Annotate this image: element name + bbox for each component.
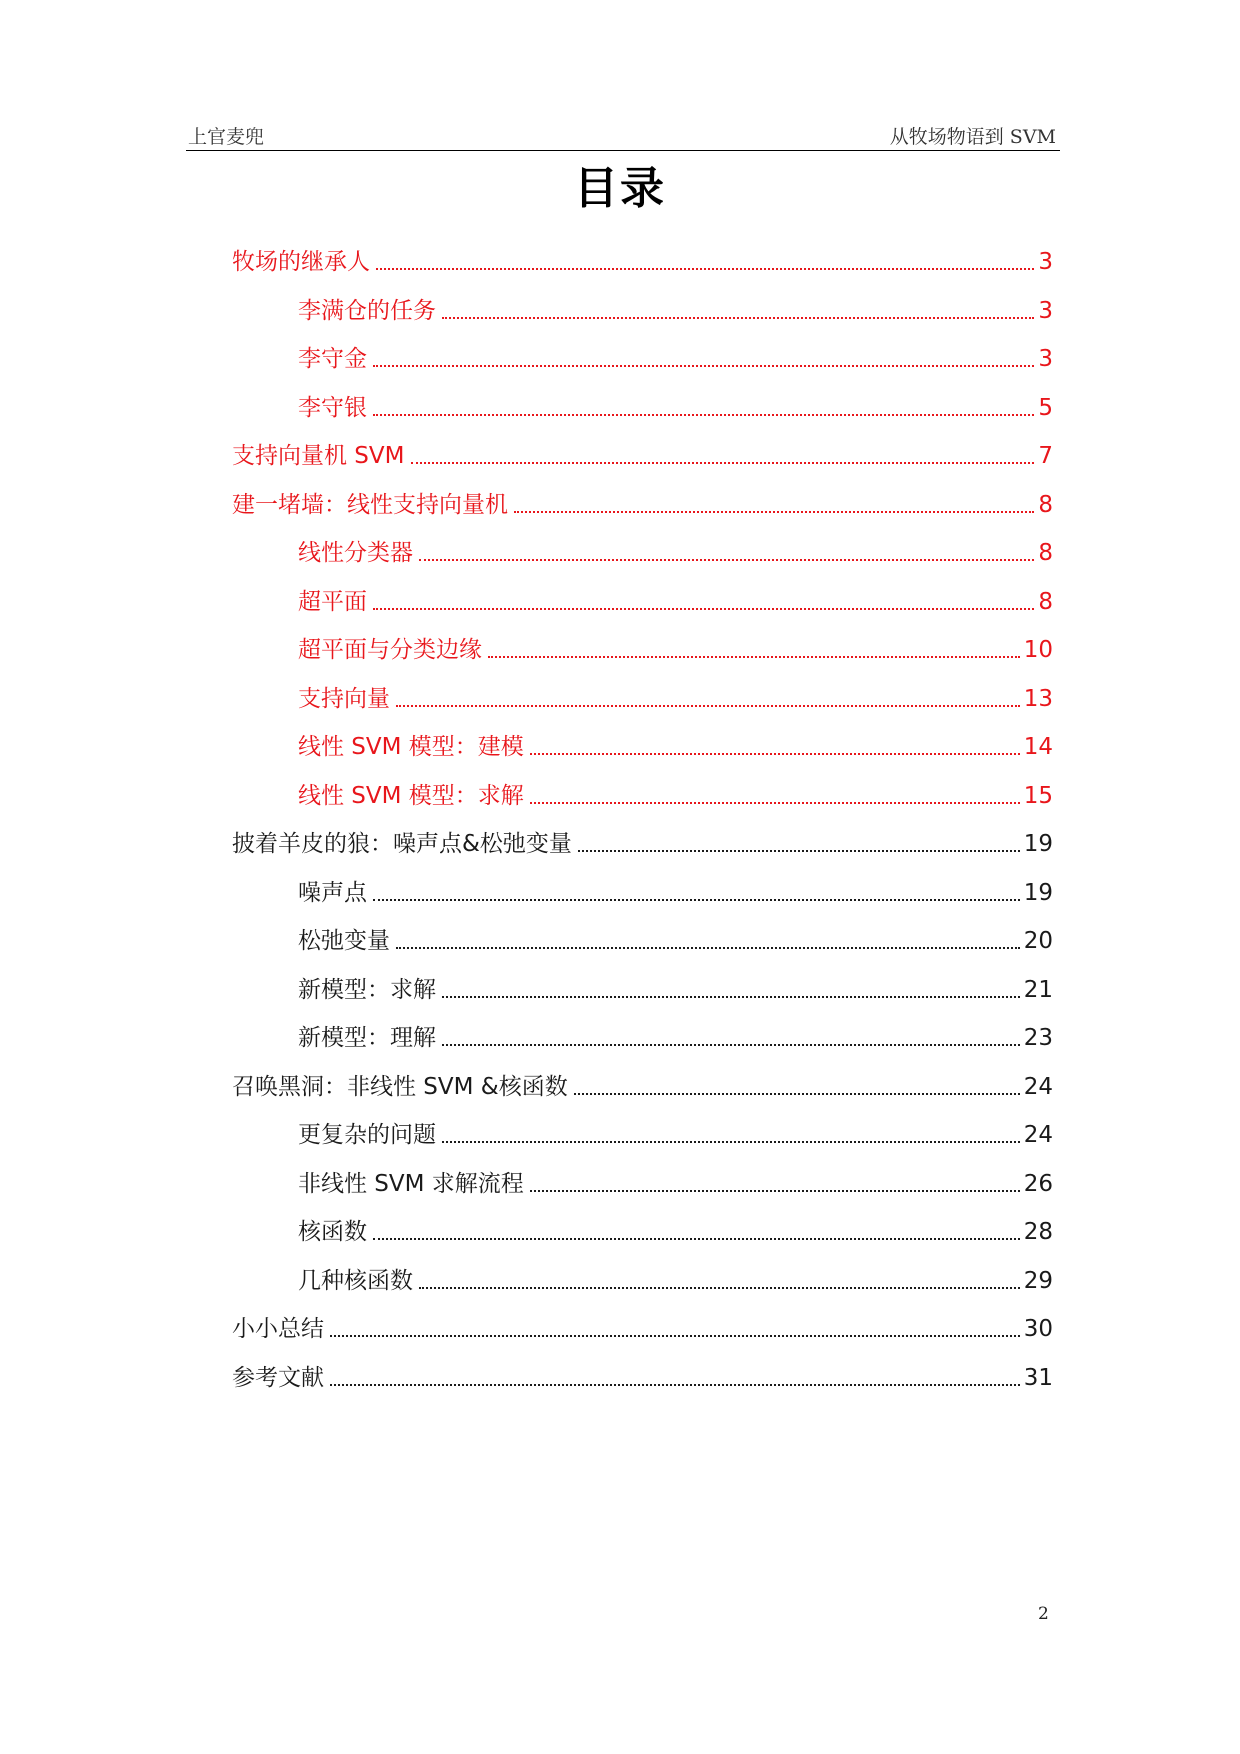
toc-entry-page-number: 28 bbox=[1023, 1219, 1053, 1245]
toc-entry-page-number: 26 bbox=[1023, 1170, 1053, 1197]
header-doc-title: 从牧场物语到 SVM bbox=[889, 126, 1056, 148]
toc-entry[interactable] bbox=[298, 537, 1053, 569]
toc-entry-page-number: 10 bbox=[1023, 637, 1053, 663]
toc-entry-label: 支持向量机 SVM bbox=[232, 443, 405, 469]
toc-entry-label: 新模型：求解 bbox=[298, 976, 436, 1003]
toc-entry-label: 建一堵墙：线性支持向量机 bbox=[232, 491, 508, 518]
toc-entry-page-number: 20 bbox=[1023, 928, 1053, 954]
toc-entry-label: 参考文献 bbox=[232, 1364, 324, 1391]
toc-entry-label: 披着羊皮的狼：噪声点&松弛变量 bbox=[232, 831, 572, 857]
toc-entry-label: 支持向量 bbox=[298, 685, 390, 712]
toc-entry[interactable] bbox=[298, 343, 1053, 375]
toc-title: 目录 bbox=[574, 163, 666, 214]
toc-entry[interactable] bbox=[298, 634, 1053, 666]
toc-dot-leader bbox=[376, 268, 1034, 270]
toc-dot-leader bbox=[530, 802, 1020, 804]
toc-entry-page-number: 23 bbox=[1023, 1025, 1053, 1051]
toc-entry-label: 超平面与分类边缘 bbox=[298, 637, 482, 663]
toc-entry-page-number: 3 bbox=[1038, 249, 1053, 275]
toc-entry-label: 李守金 bbox=[298, 346, 367, 372]
toc-dot-leader bbox=[330, 1384, 1020, 1386]
toc-entry-page-number: 8 bbox=[1038, 588, 1053, 615]
page-header bbox=[186, 120, 1060, 151]
toc-dot-leader bbox=[574, 1093, 1020, 1095]
toc-dot-leader bbox=[330, 1335, 1020, 1337]
toc-entry-label: 更复杂的问题 bbox=[298, 1122, 436, 1148]
toc-dot-leader bbox=[514, 511, 1034, 513]
toc-entry-page-number: 30 bbox=[1023, 1316, 1053, 1342]
toc-entry[interactable] bbox=[298, 925, 1053, 957]
toc-entry-label: 李守银 bbox=[298, 394, 367, 421]
toc-entry-label: 线性 SVM 模型：建模 bbox=[298, 734, 524, 760]
toc-entry-page-number: 8 bbox=[1038, 540, 1053, 566]
toc-dot-leader bbox=[442, 317, 1034, 319]
toc-entry[interactable] bbox=[298, 586, 1053, 618]
toc-entry[interactable] bbox=[232, 1313, 1053, 1345]
toc-entry[interactable] bbox=[298, 1216, 1053, 1248]
header-author: 上官麦兜 bbox=[188, 126, 265, 148]
toc-dot-leader bbox=[373, 414, 1034, 416]
toc-dot-leader bbox=[488, 656, 1020, 658]
toc-entry-label: 线性分类器 bbox=[298, 540, 413, 566]
toc-entry-label: 核函数 bbox=[298, 1219, 367, 1245]
toc-entry-page-number: 5 bbox=[1038, 394, 1053, 421]
toc-dot-leader bbox=[442, 1044, 1020, 1046]
toc-entry-label: 线性 SVM 模型：求解 bbox=[298, 782, 524, 809]
toc-dot-leader bbox=[442, 1141, 1020, 1143]
toc-entry[interactable] bbox=[298, 1119, 1053, 1151]
toc-entry-label: 超平面 bbox=[298, 588, 367, 615]
toc-dot-leader bbox=[578, 850, 1020, 852]
toc-entry[interactable] bbox=[232, 489, 1053, 521]
toc-entry[interactable] bbox=[298, 295, 1053, 327]
toc-entry[interactable] bbox=[232, 440, 1053, 472]
toc-entry-label: 召唤黑洞：非线性 SVM &核函数 bbox=[232, 1073, 568, 1100]
toc-dot-leader bbox=[373, 1238, 1020, 1240]
toc-entry[interactable] bbox=[298, 683, 1053, 715]
toc-entry[interactable] bbox=[298, 974, 1053, 1006]
toc-entry[interactable] bbox=[298, 392, 1053, 424]
toc-dot-leader bbox=[442, 996, 1020, 998]
toc-dot-leader bbox=[419, 559, 1034, 561]
toc-entry-label: 噪声点 bbox=[298, 879, 367, 906]
toc-entry-page-number: 21 bbox=[1023, 976, 1053, 1003]
toc-entry-page-number: 8 bbox=[1038, 491, 1053, 518]
toc-dot-leader bbox=[396, 947, 1020, 949]
toc-entry[interactable] bbox=[232, 1071, 1053, 1103]
toc-entry-page-number: 15 bbox=[1023, 782, 1053, 809]
toc-entry[interactable] bbox=[232, 828, 1053, 860]
toc-entry[interactable] bbox=[298, 780, 1053, 812]
toc-entry[interactable] bbox=[298, 1022, 1053, 1054]
toc-entry-page-number: 13 bbox=[1023, 685, 1053, 712]
toc-entry[interactable] bbox=[232, 246, 1053, 278]
toc-entry-page-number: 7 bbox=[1038, 443, 1053, 469]
toc-entry[interactable] bbox=[298, 731, 1053, 763]
toc-dot-leader bbox=[373, 899, 1020, 901]
toc-dot-leader bbox=[373, 608, 1034, 610]
toc-dot-leader bbox=[411, 462, 1035, 464]
toc-entry[interactable] bbox=[298, 877, 1053, 909]
toc-entry-page-number: 3 bbox=[1038, 346, 1053, 372]
toc-entry-page-number: 29 bbox=[1023, 1267, 1053, 1294]
toc-entry-page-number: 24 bbox=[1023, 1122, 1053, 1148]
toc-entry-label: 新模型：理解 bbox=[298, 1025, 436, 1051]
toc-entry-page-number: 3 bbox=[1038, 297, 1053, 324]
toc-dot-leader bbox=[419, 1287, 1020, 1289]
toc-entry-label: 李满仓的任务 bbox=[298, 297, 436, 324]
toc-entry-label: 几种核函数 bbox=[298, 1267, 413, 1294]
toc-entry-page-number: 31 bbox=[1023, 1364, 1053, 1391]
toc-entry[interactable] bbox=[298, 1265, 1053, 1297]
toc-dot-leader bbox=[396, 705, 1020, 707]
toc-entry[interactable] bbox=[298, 1168, 1053, 1200]
toc-entry-page-number: 14 bbox=[1023, 734, 1053, 760]
toc-dot-leader bbox=[530, 1190, 1020, 1192]
toc-entry[interactable] bbox=[232, 1362, 1053, 1394]
page-number: 2 bbox=[1038, 1604, 1049, 1624]
toc-entry-page-number: 24 bbox=[1023, 1073, 1053, 1100]
toc-entry-page-number: 19 bbox=[1023, 831, 1053, 857]
toc-entry-label: 松弛变量 bbox=[298, 928, 390, 954]
toc-dot-leader bbox=[373, 365, 1034, 367]
toc-entry-page-number: 19 bbox=[1023, 879, 1053, 906]
toc-entry-label: 非线性 SVM 求解流程 bbox=[298, 1170, 524, 1197]
toc-dot-leader bbox=[530, 753, 1020, 755]
toc-entry-label: 小小总结 bbox=[232, 1316, 324, 1342]
toc-entry-label: 牧场的继承人 bbox=[232, 249, 370, 275]
